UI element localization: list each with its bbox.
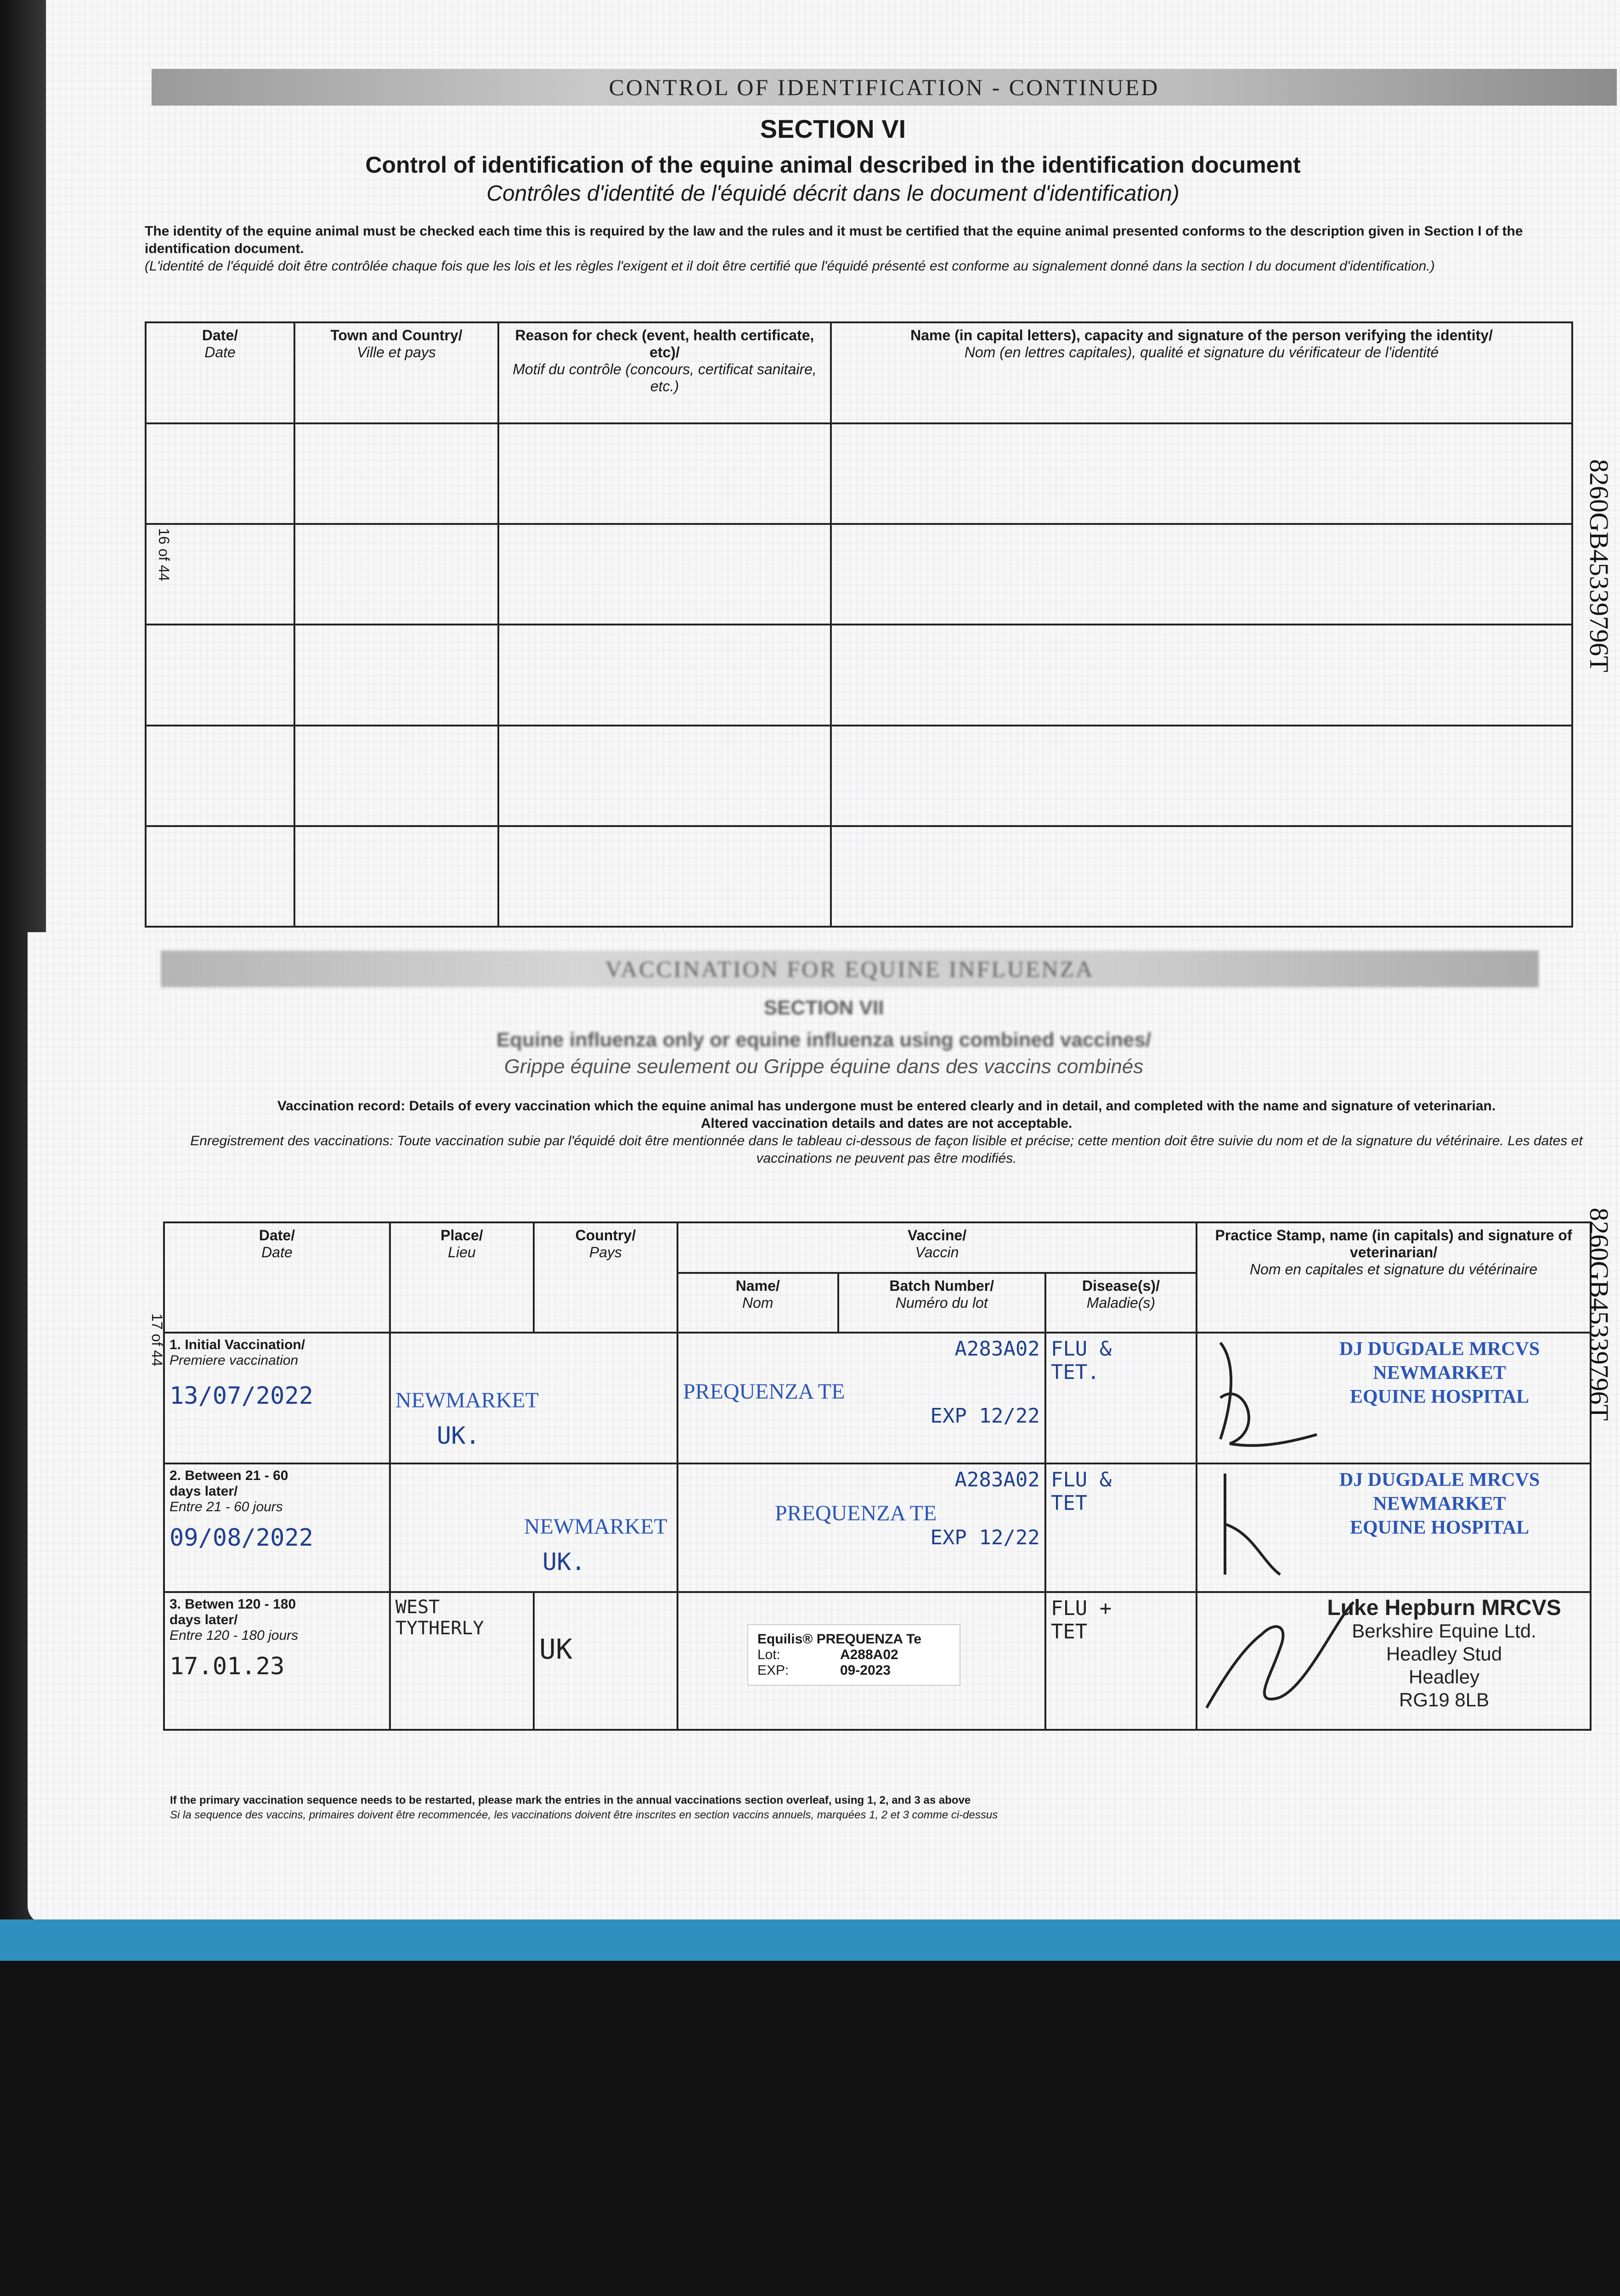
intro-bold: Vaccination record: Details of every vaccination which the equine animal has undergone must be entered clearly and in detail, and completed with the name and signature of veterinarian. — [277, 1098, 1496, 1114]
row-date-cell[interactable]: 1. Initial Vaccination/ Premiere vaccination 13/07/2022 — [164, 1333, 390, 1463]
handwritten-country: UK — [539, 1633, 573, 1666]
table-row — [164, 1333, 1591, 1463]
row-vaccine-cell[interactable] — [677, 1333, 1045, 1463]
col-verifier: Name (in capital letters), capacity and signature of the person verifying the identity/ Nom (en lettres capitales), qualité et signature du vérificateur de l'identité — [831, 322, 1572, 423]
row-disease-cell[interactable] — [1045, 1592, 1197, 1730]
section-title: Control of identification of the equine animal described in the identification document — [365, 152, 1301, 178]
handwritten-batch: A283A02 — [954, 1468, 1040, 1491]
vet-stamp: Luke Hepburn MRCVS Berkshire Equine Ltd. Headley Stud Headley RG19 8LB — [1327, 1596, 1561, 1711]
page-16 — [46, 0, 1620, 932]
vaccine-stamp: PREQUENZA TE — [774, 1501, 937, 1525]
handwritten-batch: A283A02 — [954, 1337, 1040, 1361]
table-row — [146, 423, 1572, 524]
signature-mark — [1197, 1593, 1390, 1722]
col-town: Town and Country/ Ville et pays — [294, 322, 498, 423]
row-disease-cell[interactable] — [1045, 1463, 1197, 1592]
document-serial: 8260GB45339796T — [1584, 1208, 1614, 1421]
table-row — [146, 625, 1572, 725]
vet-stamp: DJ DUGDALE MRCVS NEWMARKET EQUINE HOSPITAL — [1339, 1469, 1540, 1538]
section-heading: SECTION VII — [763, 996, 884, 1019]
row-vaccine-cell[interactable] — [677, 1592, 1045, 1730]
document-serial: 8260GB45339796T — [1584, 459, 1614, 672]
signature-mark — [1207, 1469, 1298, 1584]
section-heading: SECTION VI — [760, 114, 906, 143]
place-stamp: NEWMARKET — [395, 1388, 539, 1412]
col-date: Date/ Date — [164, 1222, 390, 1333]
page-17 — [28, 932, 1620, 1924]
row-disease-cell[interactable] — [1045, 1333, 1197, 1463]
table-row — [164, 1592, 1591, 1730]
table-header-row — [146, 322, 1572, 423]
page-number: 16 of 44 — [156, 528, 172, 581]
intro-bold: The identity of the equine animal must be checked each time this is required by the law and the rules and it must be certified that the equine animal presented conforms to the description given in Section I of the identification document. — [145, 224, 1523, 256]
vaccination-intro — [165, 1097, 1608, 1167]
scan-background — [0, 1961, 1620, 2296]
col-country: Country/ Pays — [534, 1222, 677, 1333]
handwritten-country: UK. — [542, 1548, 586, 1576]
table-row — [146, 524, 1572, 625]
row-place-country-cell[interactable] — [390, 1333, 677, 1463]
handwritten-date: 13/07/2022 — [169, 1382, 314, 1410]
row-stamp-cell[interactable] — [1197, 1463, 1591, 1592]
row-vaccine-cell[interactable] — [677, 1463, 1045, 1592]
col-disease: Disease(s)/ Maladie(s) — [1045, 1273, 1197, 1333]
vet-stamp: DJ DUGDALE MRCVS NEWMARKET EQUINE HOSPITAL — [1339, 1339, 1540, 1407]
handwritten-country: UK. — [436, 1422, 480, 1450]
row-date-cell[interactable]: 2. Between 21 - 60 days later/ Entre 21 - 60 jours 09/08/2022 — [164, 1463, 390, 1592]
col-reason: Reason for check (event, health certificate, etc)/ Motif du contrôle (concours, certificat sanitaire, etc.) — [498, 322, 831, 423]
row-place-cell[interactable] — [390, 1592, 534, 1730]
handwritten-date: 17.01.23 — [169, 1653, 285, 1680]
handwritten-disease: FLU + TET — [1050, 1597, 1112, 1643]
intro-bold-2: Altered vaccination details and dates are not acceptable. — [700, 1116, 1072, 1131]
row-stamp-cell[interactable] — [1197, 1333, 1591, 1463]
section-title-fr: Grippe équine seulement ou Grippe équine dans des vaccins combinés — [504, 1055, 1144, 1078]
section-banner — [152, 69, 1617, 106]
row-place-country-cell[interactable] — [390, 1463, 677, 1592]
table-row — [146, 826, 1572, 927]
row-date-cell[interactable]: 3. Betwen 120 - 180 days later/ Entre 120 - 180 jours 17.01.23 — [164, 1592, 390, 1730]
table-row — [164, 1463, 1591, 1592]
handwritten-place: WEST TYTHERLY — [395, 1597, 484, 1639]
intro-text — [145, 223, 1601, 275]
section-title-fr: Contrôles d'identité de l'équidé décrit dans le document d'identification) — [486, 181, 1180, 206]
section-banner — [161, 951, 1539, 987]
passport-cover — [0, 1919, 1620, 1964]
col-batch: Batch Number/ Numéro du lot — [838, 1273, 1045, 1333]
banner-text: VACCINATION FOR EQUINE INFLUENZA — [605, 956, 1095, 982]
col-place: Place/ Lieu — [390, 1222, 534, 1333]
identity-check-table — [145, 321, 1573, 928]
col-stamp: Practice Stamp, name (in capitals) and signature of veterinarian/ Nom en capitales et signature du vétérinaire — [1197, 1222, 1591, 1333]
vaccine-stamp: PREQUENZA TE — [683, 1379, 845, 1404]
handwritten-exp: EXP 12/22 — [930, 1526, 1040, 1549]
col-name: Name/ Nom — [677, 1273, 838, 1333]
row-stamp-cell[interactable] — [1197, 1592, 1591, 1730]
handwritten-disease: FLU & TET — [1050, 1468, 1112, 1515]
vaccination-table — [163, 1221, 1592, 1731]
table-row — [146, 726, 1572, 826]
signature-mark — [1202, 1338, 1321, 1458]
row-country-cell[interactable] — [534, 1592, 677, 1730]
footer-note: If the primary vaccination sequence needs to be restarted, please mark the entries in the annual vaccinations section overleaf, using 1, 2, and 3 as above Si la sequence des vaccins, primaires doivent être recommencée, les vaccinations doivent être inscrites en section vaccins annuels, marquées 1, 2 et 3 comme ci-dessus — [170, 1794, 998, 1821]
table-header-row — [164, 1222, 1591, 1273]
page-number: 17 of 44 — [149, 1313, 165, 1367]
place-stamp: NEWMARKET — [524, 1514, 667, 1539]
banner-text: CONTROL OF IDENTIFICATION - CONTINUED — [609, 74, 1160, 100]
handwritten-date: 09/08/2022 — [169, 1524, 314, 1552]
section-title: Equine influenza only or equine influenza using combined vaccines/ — [496, 1029, 1151, 1051]
col-vaccine: Vaccine/ Vaccin — [677, 1222, 1197, 1273]
vaccine-sticker: Equilis® PREQUENZA Te Lot: A288A02 EXP: 09-2023 — [747, 1624, 960, 1686]
col-date: Date/ Date — [146, 322, 294, 423]
handwritten-disease: FLU & TET. — [1050, 1337, 1112, 1384]
intro-fr: Enregistrement des vaccinations: Toute vaccination subie par l'équidé doit être mentionnée dans le tableau ci-dessous de façon lisible et précise; cette mention doit être suivie du nom et de la signature du vétérinaire. Les dates et vaccinations ne peuvent pas être modifiés. — [190, 1133, 1583, 1166]
intro-fr: (L'identité de l'équidé doit être contrôlée chaque fois que les lois et les règles l'exigent et il doit être certifié que l'équidé présenté est conforme au signalement donné dans la section I du document d'identification.) — [145, 259, 1435, 274]
handwritten-exp: EXP 12/22 — [930, 1404, 1040, 1428]
